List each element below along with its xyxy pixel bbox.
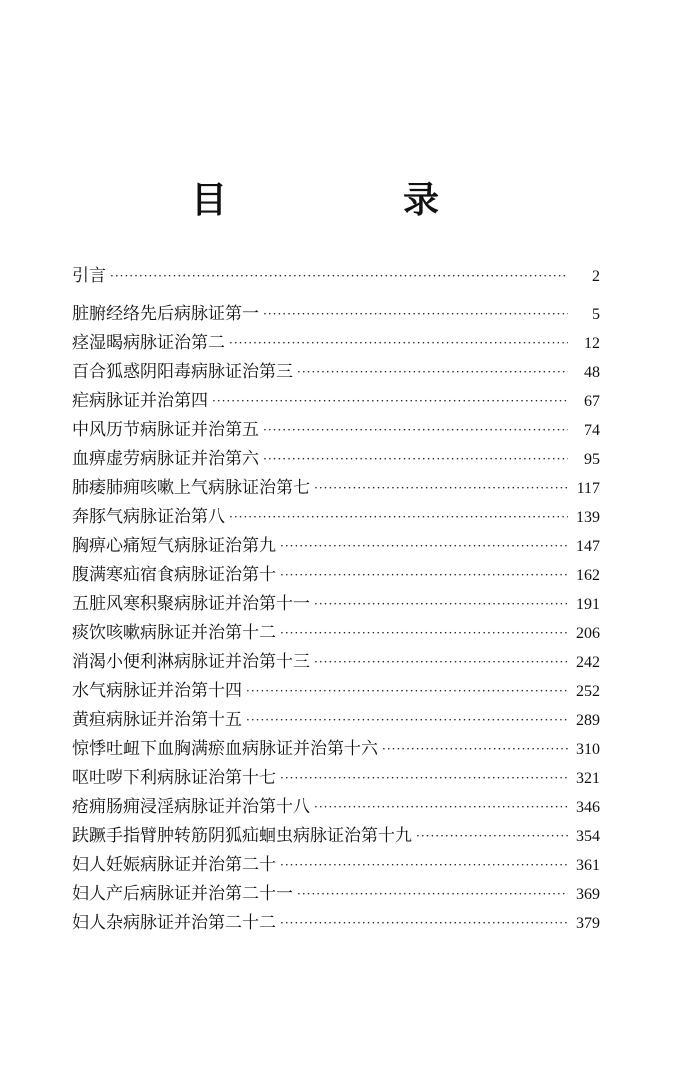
toc-entry[interactable] xyxy=(72,822,600,851)
toc-entry-label: 中风历节病脉证并治第五 xyxy=(72,420,259,440)
toc-entry[interactable] xyxy=(72,445,600,474)
dot-leader xyxy=(212,387,568,416)
toc-entry[interactable] xyxy=(72,358,600,387)
toc-entry-page-number: 162 xyxy=(576,567,600,584)
toc-entry-page-number: 321 xyxy=(576,770,600,787)
toc-entry[interactable] xyxy=(72,619,600,648)
toc-entry-label: 黄疸病脉证并治第十五 xyxy=(72,710,242,730)
dot-leader xyxy=(263,416,568,445)
toc-entry[interactable] xyxy=(72,416,600,445)
toc-entry-label: 五脏风寒积聚病脉证并治第十一 xyxy=(72,594,310,614)
dot-leader xyxy=(246,706,568,735)
toc-entry-page-number: 369 xyxy=(576,886,600,903)
toc-entry[interactable] xyxy=(72,735,600,764)
toc-entry-label: 疮痈肠痈浸淫病脉证并治第十八 xyxy=(72,797,310,817)
toc-entry-label: 妇人产后病脉证并治第二十一 xyxy=(72,884,293,904)
toc-entry-page-number: 379 xyxy=(576,915,600,932)
toc-entry-label: 趺蹶手指臂肿转筋阴狐疝蛔虫病脉证治第十九 xyxy=(72,826,412,846)
toc-entry[interactable] xyxy=(72,329,600,358)
toc-entry-page-number: 252 xyxy=(576,683,600,700)
toc-entry-page-number: 147 xyxy=(576,538,600,555)
toc-entry-page-number: 139 xyxy=(576,509,600,526)
toc-entry-label: 痉湿暍病脉证治第二 xyxy=(72,333,225,353)
dot-leader xyxy=(416,822,568,851)
dot-leader xyxy=(297,880,568,909)
dot-leader xyxy=(280,764,568,793)
dot-leader xyxy=(263,300,568,329)
dot-leader xyxy=(280,619,568,648)
dot-leader xyxy=(229,329,568,358)
dot-leader xyxy=(110,262,568,291)
toc-entry-page-number: 354 xyxy=(576,828,600,845)
toc-entry-label: 腹满寒疝宿食病脉证治第十 xyxy=(72,565,276,585)
toc-entry[interactable] xyxy=(72,909,600,938)
toc-entry[interactable] xyxy=(72,532,600,561)
toc-entry-label: 脏腑经络先后病脉证第一 xyxy=(72,304,259,324)
toc-entry[interactable] xyxy=(72,880,600,909)
toc-entry-page-number: 67 xyxy=(584,393,600,410)
toc-entry-label: 水气病脉证并治第十四 xyxy=(72,681,242,701)
toc-entry[interactable] xyxy=(72,851,600,880)
toc-entry-label: 惊悸吐衄下血胸满瘀血病脉证并治第十六 xyxy=(72,739,378,759)
dot-leader xyxy=(263,445,568,474)
dot-leader xyxy=(314,590,568,619)
dot-leader xyxy=(314,793,568,822)
toc-entry-label: 血痹虚劳病脉证并治第六 xyxy=(72,449,259,469)
toc-entry-label: 消渴小便利淋病脉证并治第十三 xyxy=(72,652,310,672)
toc-entry-page-number: 5 xyxy=(592,306,600,323)
toc-entry[interactable] xyxy=(72,561,600,590)
toc-entry-label: 百合狐惑阴阳毒病脉证治第三 xyxy=(72,362,293,382)
toc-entry[interactable] xyxy=(72,793,600,822)
toc-entry-label: 引言 xyxy=(72,266,106,286)
dot-leader xyxy=(280,909,568,938)
toc-entry-label: 肺痿肺痈咳嗽上气病脉证治第七 xyxy=(72,478,310,498)
toc-entry-page-number: 206 xyxy=(576,625,600,642)
toc-entry-label: 痰饮咳嗽病脉证并治第十二 xyxy=(72,623,276,643)
toc-entry[interactable] xyxy=(72,503,600,532)
toc-entry[interactable] xyxy=(72,648,600,677)
toc-entry[interactable] xyxy=(72,300,600,329)
toc-entry-page-number: 48 xyxy=(584,364,600,381)
toc-entry[interactable] xyxy=(72,764,600,793)
dot-leader xyxy=(297,358,568,387)
dot-leader xyxy=(229,503,568,532)
dot-leader xyxy=(280,851,568,880)
toc-entry-page-number: 95 xyxy=(584,451,600,468)
dot-leader xyxy=(246,677,568,706)
table-of-contents xyxy=(72,262,600,938)
toc-entry-page-number: 2 xyxy=(592,268,600,285)
toc-entry[interactable] xyxy=(72,262,600,291)
toc-entry-label: 呕吐哕下利病脉证治第十七 xyxy=(72,768,276,788)
toc-entry-page-number: 310 xyxy=(576,741,600,758)
toc-entry-label: 奔豚气病脉证治第八 xyxy=(72,507,225,527)
toc-entry-label: 胸痹心痛短气病脉证治第九 xyxy=(72,536,276,556)
toc-entry[interactable] xyxy=(72,706,600,735)
toc-entry-label: 妇人妊娠病脉证并治第二十 xyxy=(72,855,276,875)
dot-leader xyxy=(280,561,568,590)
toc-entry[interactable] xyxy=(72,387,600,416)
toc-entry-label: 疟病脉证并治第四 xyxy=(72,391,208,411)
toc-entry-page-number: 361 xyxy=(576,857,600,874)
toc-entry-page-number: 242 xyxy=(576,654,600,671)
page-title: 目 录 xyxy=(190,180,509,221)
toc-entry[interactable] xyxy=(72,474,600,503)
dot-leader xyxy=(314,648,568,677)
toc-entry-label: 妇人杂病脉证并治第二十二 xyxy=(72,913,276,933)
toc-entry-page-number: 12 xyxy=(584,335,600,352)
toc-entry-page-number: 346 xyxy=(576,799,600,816)
toc-entry[interactable] xyxy=(72,590,600,619)
toc-entry-page-number: 191 xyxy=(576,596,600,613)
dot-leader xyxy=(314,474,568,503)
toc-entry-page-number: 117 xyxy=(576,480,600,497)
toc-entry-page-number: 289 xyxy=(576,712,600,729)
dot-leader xyxy=(382,735,568,764)
toc-entry-page-number: 74 xyxy=(584,422,600,439)
dot-leader xyxy=(280,532,568,561)
toc-entry[interactable] xyxy=(72,677,600,706)
